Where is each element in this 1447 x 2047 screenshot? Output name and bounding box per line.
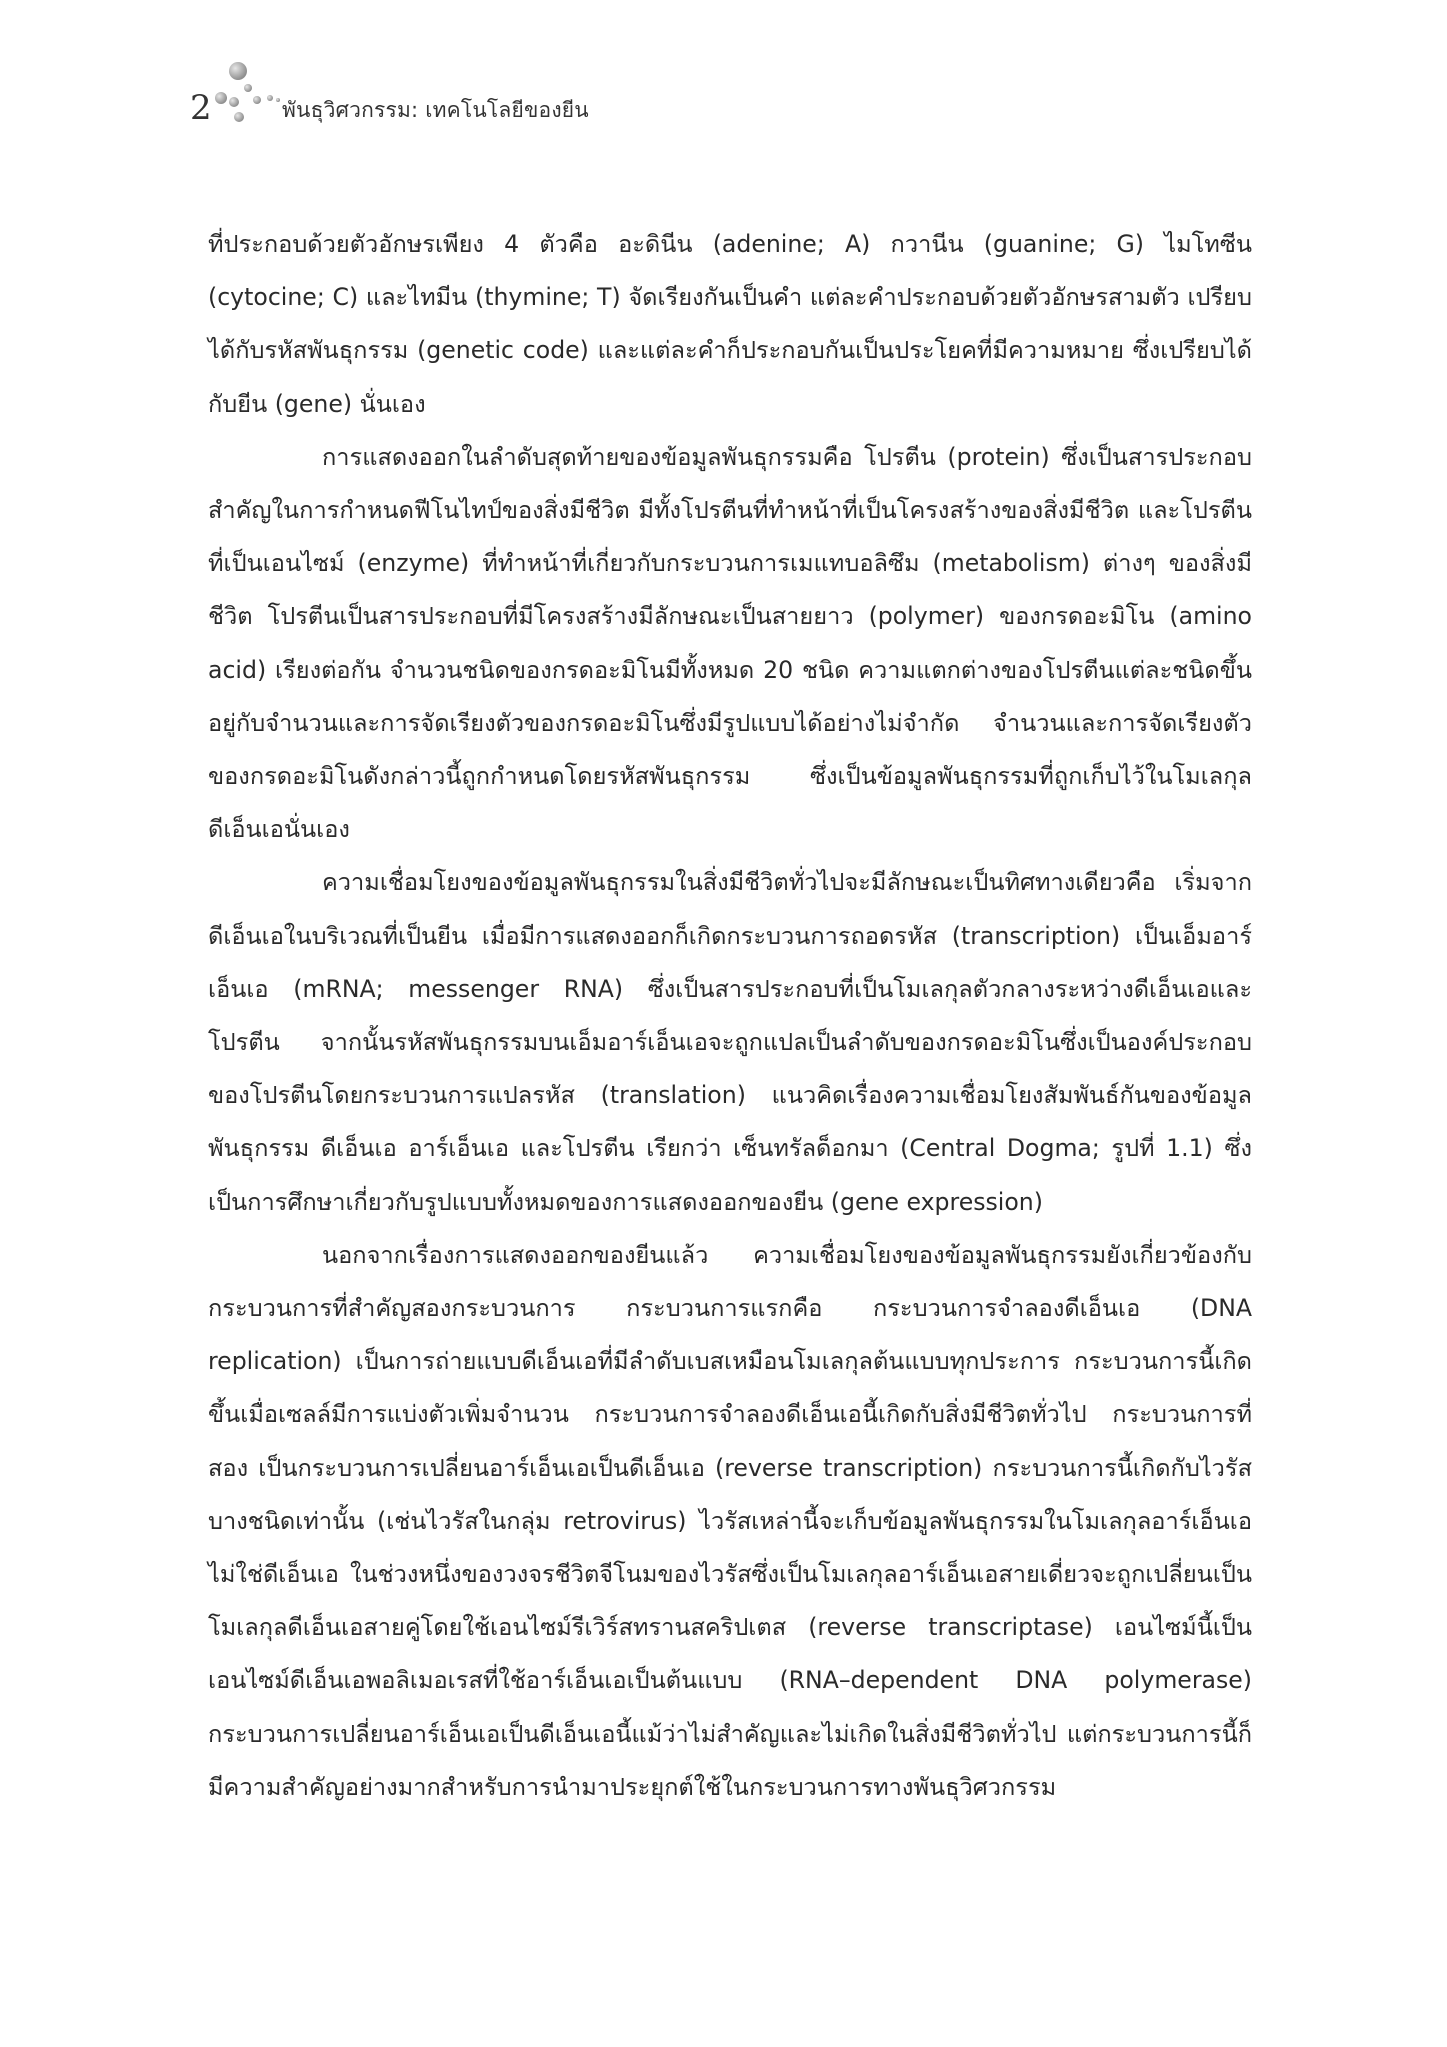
- page-header: [190, 60, 790, 140]
- paragraph: นอกจากเรื่องการแสดงออกของยีนแล้ว ความเชื่อมโยงของข้อมูลพันธุกรรมยังเกี่ยวข้องกับกระบวนการที่สำคัญสองกระบวนการ กระบวนการแรกคือ กระบวนการจำลองดีเอ็นเอ (DNA replication) เป็นการถ่ายแบบดีเอ็นเอที่มีลำดับเบสเหมือนโมเลกุลต้นแบบทุกประการ กระบวนการนี้เกิดขึ้นเมื่อเซลล์มีการแบ่งตัวเพิ่มจำนวน กระบวนการจำลองดีเอ็นเอนี้เกิดกับสิ่งมีชีวิตทั่วไป กระบวนการที่สอง เป็นกระบวนการเปลี่ยนอาร์เอ็นเอเป็นดีเอ็นเอ (reverse transcription) กระบวนการนี้เกิดกับไวรัสบางชนิดเท่านั้น (เช่นไวรัสในกลุ่ม retrovirus) ไวรัสเหล่านี้จะเก็บข้อมูลพันธุกรรมในโมเลกุลอาร์เอ็นเอไม่ใช่ดีเอ็นเอ ในช่วงหนึ่งของวงจรชีวิตจีโนมของไวรัสซึ่งเป็นโมเลกุลอาร์เอ็นเอสายเดี่ยวจะถูกเปลี่ยนเป็นโมเลกุลดีเอ็นเอสายคู่โดยใช้เอนไซม์รีเวิร์สทรานสคริปเตส (reverse transcriptase) เอนไซม์นี้เป็นเอนไซม์ดีเอ็นเอพอลิเมอเรสที่ใช้อาร์เอ็นเอเป็นต้นแบบ (RNA–dependent DNA polymerase) กระบวนการเปลี่ยนอาร์เอ็นเอเป็นดีเอ็นเอนี้แม้ว่าไม่สำคัญและไม่เกิดในสิ่งมีชีวิตทั่วไป แต่กระบวนการนี้ก็มีความสำคัญอย่างมากสำหรับการนำมาประยุกต์ใช้ในกระบวนการทางพันธุวิศวกรรม: [208, 1240, 1252, 1801]
- body-text: [208, 218, 1252, 1814]
- paragraph: ความเชื่อมโยงของข้อมูลพันธุกรรมในสิ่งมีชีวิตทั่วไปจะมีลักษณะเป็นทิศทางเดียวคือ เริ่มจากดีเอ็นเอในบริเวณที่เป็นยีน เมื่อมีการแสดงออกก็เกิดกระบวนการถอดรหัส (transcription) เป็นเอ็มอาร์เอ็นเอ (mRNA; messenger RNA) ซึ่งเป็นสารประกอบที่เป็นโมเลกุลตัวกลางระหว่างดีเอ็นเอและโปรตีน จากนั้นรหัสพันธุกรรมบนเอ็มอาร์เอ็นเอจะถูกแปลเป็นลำดับของกรดอะมิโนซึ่งเป็นองค์ประกอบของโปรตีนโดยกระบวนการแปลรหัส (translation) แนวคิดเรื่องความเชื่อมโยงสัมพันธ์กันของข้อมูลพันธุกรรม ดีเอ็นเอ อาร์เอ็นเอ และโปรตีน เรียกว่า เซ็นทรัลด็อกมา (Central Dogma; รูปที่ 1.1) ซึ่งเป็นการศึกษาเกี่ยวกับรูปแบบทั้งหมดของการแสดงออกของยีน (gene expression): [208, 868, 1252, 1216]
- paragraph: การแสดงออกในลำดับสุดท้ายของข้อมูลพันธุกรรมคือ โปรตีน (protein) ซึ่งเป็นสารประกอบสำคัญในการกำหนดฟีโนไทป์ของสิ่งมีชีวิต มีทั้งโปรตีนที่ทำหน้าที่เป็นโครงสร้างของสิ่งมีชีวิต และโปรตีนที่เป็นเอนไซม์ (enzyme) ที่ทำหน้าที่เกี่ยวกับกระบวนการเมแทบอลิซึม (metabolism) ต่างๆ ของสิ่งมีชีวิต โปรตีนเป็นสารประกอบที่มีโครงสร้างมีลักษณะเป็นสายยาว (polymer) ของกรดอะมิโน (amino acid) เรียงต่อกัน จำนวนชนิดของกรดอะมิโนมีทั้งหมด 20 ชนิด ความแตกต่างของโปรตีนแต่ละชนิดขึ้นอยู่กับจำนวนและการจัดเรียงตัวของกรดอะมิโนซึ่งมีรูปแบบได้อย่างไม่จำกัด จำนวนและการจัดเรียงตัวของกรดอะมิโนดังกล่าวนี้ถูกกำหนดโดยรหัสพันธุกรรม ซึ่งเป็นข้อมูลพันธุกรรมที่ถูกเก็บไว้ในโมเลกุลดีเอ็นเอนั่นเอง: [208, 442, 1252, 844]
- running-title: พันธุวิศวกรรม: เทคโนโลยีของยีน: [282, 98, 589, 122]
- page-number: 2: [190, 88, 212, 128]
- molecule-dots-icon: [212, 60, 282, 130]
- paragraph: ที่ประกอบด้วยตัวอักษรเพียง 4 ตัวคือ อะดินีน (adenine; A) กวานีน (guanine; G) ไมโทซีน (cytocine; C) และไทมีน (thymine; T) จัดเรียงกันเป็นคำ แต่ละคำประกอบด้วยตัวอักษรสามตัว เปรียบได้กับรหัสพันธุกรรม (genetic code) และแต่ละคำก็ประกอบกันเป็นประโยคที่มีความหมาย ซึ่งเปรียบได้กับยีน (gene) นั่นเอง: [208, 230, 1252, 418]
